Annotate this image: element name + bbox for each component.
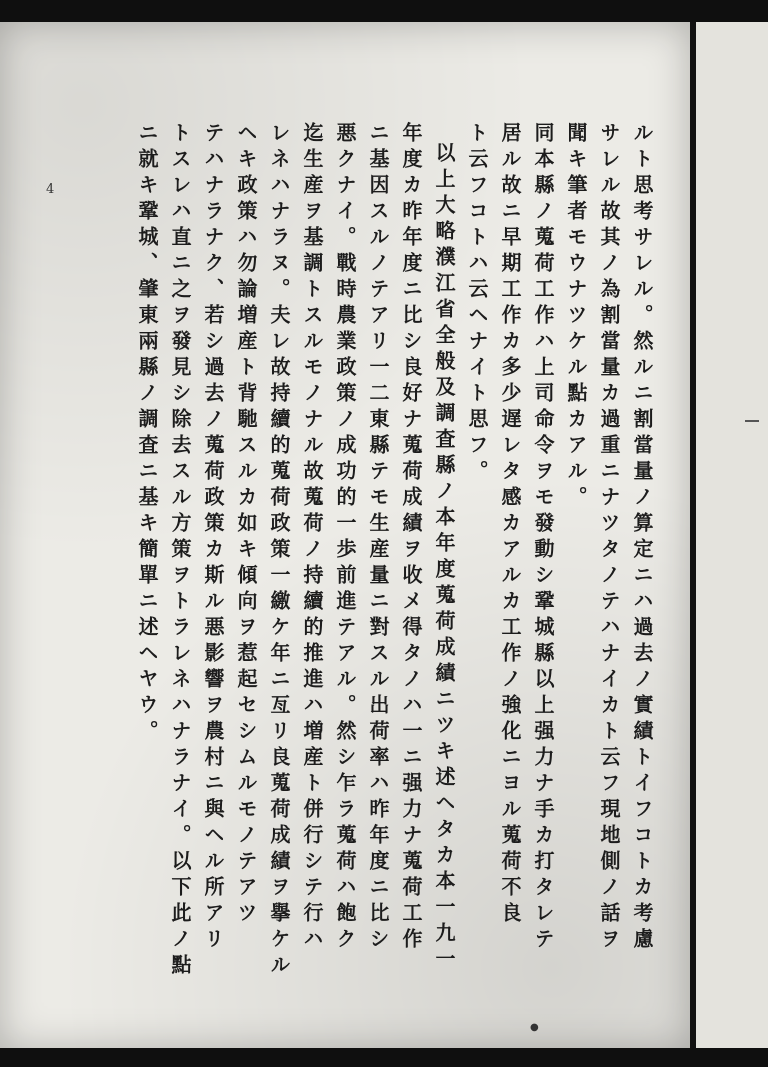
text-column: 聞キ筆者モウナツケル點カアル。 [564,122,588,512]
text-column: 年度カ昨年度ニ比シ良好ナ蒐荷成績ヲ收メ得タノハ一ニ强力ナ蒐荷工作 [399,122,423,954]
adjacent-page-edge [690,22,768,1050]
ink-mark: ● [530,1022,539,1033]
scan-border-top [0,0,768,24]
text-column: レネハナラヌ。夫レ故持續的蒐荷政策一繳ケ年ニ亙リ良蒐荷成績ヲ擧ケル [267,122,291,980]
text-column: ト云フコトハ云ヘナイト思フ。 [465,122,489,486]
text-column: サレル故其ノ為割當量カ過重ニナツタノテハナイカト云フ現地側ノ話ヲ [597,122,621,954]
text-column: ヘキ政策ハ勿論増産ト背馳スルカ如キ傾向ヲ惹起セシムルモノテアツ [234,122,258,928]
text-column: ニ基因スルノテアリ一二東縣テモ生産量ニ對スル出荷率ハ昨年度ニ比シ [366,122,390,954]
vertical-text-body [128,122,658,1002]
text-column: テハナラナク、若シ過去ノ蒐荷政策カ斯ル悪影響ヲ農村ニ與ヘル所アリ [201,122,225,954]
margin-mark [745,420,759,422]
text-column: トスレハ直ニ之ヲ發見シ除去スル方策ヲトラレネハナラナイ。以下此ノ點 [168,122,192,980]
document-page [0,22,690,1050]
text-column: ニ就キ鞏城、肇東兩縣ノ調査ニ基キ簡單ニ述ヘヤウ。 [135,122,159,746]
text-column: 悪クナイ。戰時農業政策ノ成功的一歩前進テアル。然シ乍ラ蒐荷ハ飽ク [333,122,357,954]
text-column: 以上大略濮江省全般及調査縣ノ本年度蒐荷成績ニツキ述ヘタカ本一九一 [432,142,456,974]
page-number: 4 [46,182,55,197]
text-column: ルト思考サレル。然ルニ割當量ノ算定ニハ過去ノ實績トイフコトカ考慮 [630,122,654,954]
scan-border-bottom [0,1048,768,1067]
text-column: 居ル故ニ早期工作カ多少遅レタ感カアルカ工作ノ強化ニヨル蒐荷不良 [498,122,522,928]
text-column: 同本縣ノ蒐荷工作ハ上司命令ヲモ發動シ鞏城縣以上强力ナ手カ打タレテ [531,122,555,954]
text-column: 迄生産ヲ基調トスルモノナル故蒐荷ノ持續的推進ハ増産ト併行シテ行ハ [300,122,324,954]
